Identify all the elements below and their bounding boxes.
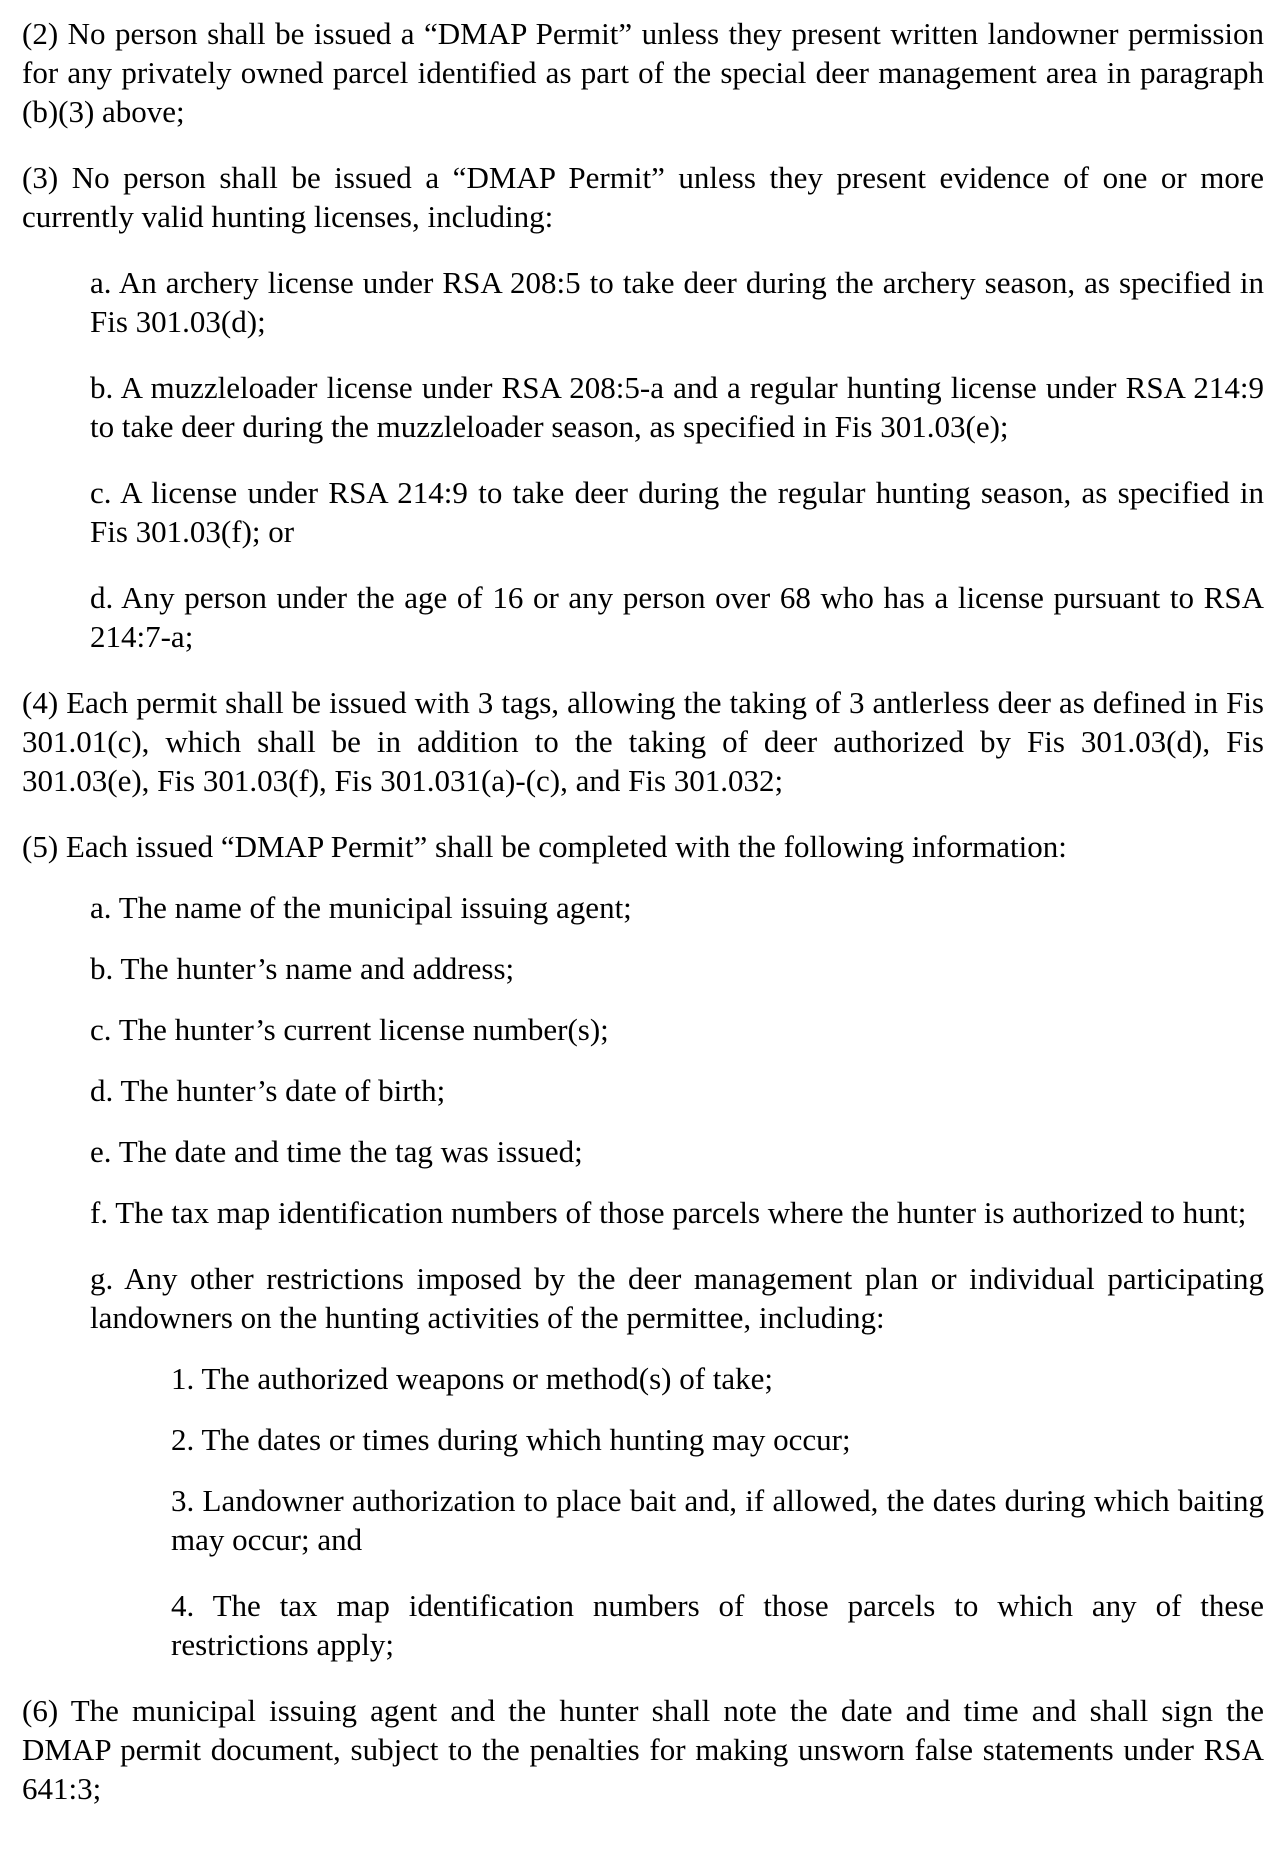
paragraph-5g: g. Any other restrictions imposed by the deer management plan or individual participating landowners on the hunting activities of the permittee, including:: [90, 1261, 1264, 1335]
paragraph-3b: b. A muzzleloader license under RSA 208:5-a and a regular hunting license under RSA 214:9 to take deer during the muzzleloader season, as specified in Fis 301.03(e);: [90, 370, 1264, 444]
paragraph-5b: b. The hunter’s name and address;: [90, 951, 515, 986]
paragraph-5g1: 1. The authorized weapons or method(s) of take;: [171, 1361, 774, 1396]
paragraph-5e: e. The date and time the tag was issued;: [90, 1134, 583, 1169]
paragraph-2: (2) No person shall be issued a “DMAP Permit” unless they present written landowner permission for any privately owned parcel identified as part of the special deer management area in paragraph (b)(3) above;: [22, 16, 1264, 129]
paragraph-3d: d. Any person under the age of 16 or any person over 68 who has a license pursuant to RSA 214:7-a;: [90, 580, 1264, 654]
paragraph-4: (4) Each permit shall be issued with 3 tags, allowing the taking of 3 antlerless deer as defined in Fis 301.01(c), which shall be in addition to the taking of deer authorized by Fis 301.03(d), Fis 301.03(e), Fis 301.03(f), Fis 301.031(a)-(c), and Fis 301.032;: [22, 685, 1264, 798]
paragraph-5d: d. The hunter’s date of birth;: [90, 1073, 446, 1108]
paragraph-5a: a. The name of the municipal issuing agent;: [90, 890, 632, 925]
paragraph-5: (5) Each issued “DMAP Permit” shall be completed with the following information:: [22, 829, 1067, 864]
paragraph-5g3: 3. Landowner authorization to place bait and, if allowed, the dates during which baiting may occur; and: [171, 1483, 1264, 1557]
paragraph-3c: c. A license under RSA 214:9 to take deer during the regular hunting season, as specified in Fis 301.03(f); or: [90, 475, 1264, 549]
paragraph-5g2: 2. The dates or times during which hunting may occur;: [171, 1422, 851, 1457]
paragraph-5f: f. The tax map identification numbers of those parcels where the hunter is authorized to hunt;: [90, 1195, 1247, 1230]
paragraph-6: (6) The municipal issuing agent and the hunter shall note the date and time and shall sign the DMAP permit document, subject to the penalties for making unsworn false statements under RSA 641:3;: [22, 1693, 1264, 1806]
paragraph-5c: c. The hunter’s current license number(s);: [90, 1012, 609, 1047]
paragraph-5g4: 4. The tax map identification numbers of those parcels to which any of these restrictions apply;: [171, 1588, 1264, 1662]
paragraph-3: (3) No person shall be issued a “DMAP Permit” unless they present evidence of one or more currently valid hunting licenses, including:: [22, 160, 1264, 234]
document-page: [22, 14, 1264, 1808]
paragraph-3a: a. An archery license under RSA 208:5 to take deer during the archery season, as specified in Fis 301.03(d);: [90, 265, 1264, 339]
